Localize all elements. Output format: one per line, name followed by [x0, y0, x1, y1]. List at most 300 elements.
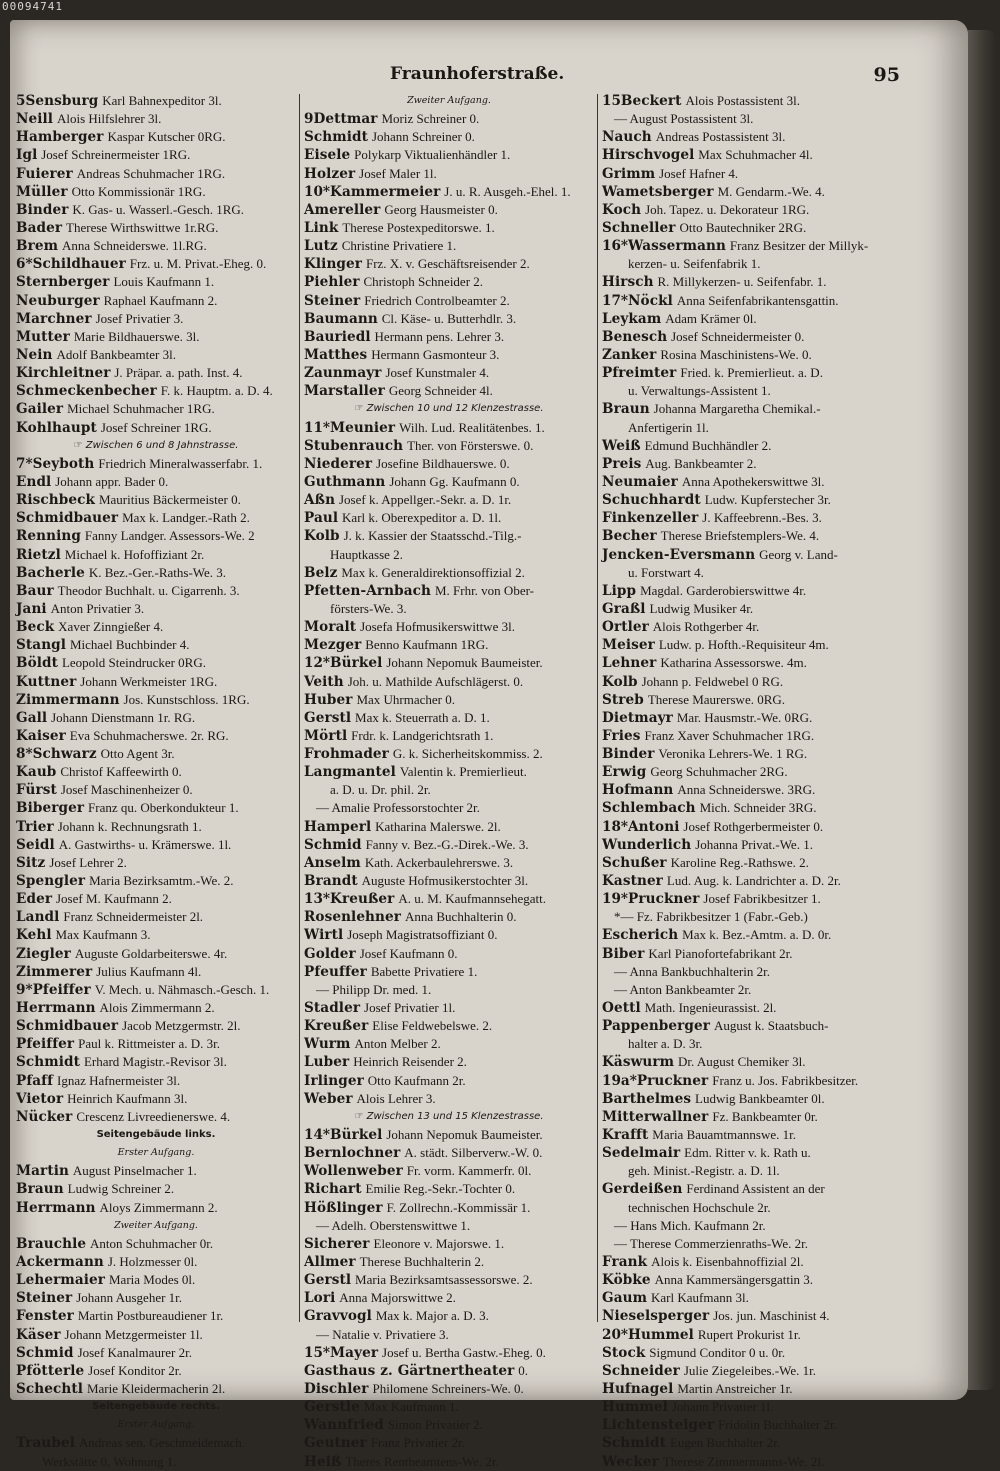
- directory-entry: [304, 1434, 594, 1452]
- resident-details: Otto Kaufmann 2r.: [367, 1072, 466, 1088]
- resident-name: Jani: [16, 600, 47, 617]
- resident-details: Johanna Privat.-We. 1.: [695, 836, 813, 852]
- resident-details: Josefa Hofmusikerswittwe 3l.: [360, 619, 515, 635]
- resident-details: Andreas Schuhmacher 1RG.: [76, 165, 226, 181]
- resident-details: Fr. vorm. Kammerfr. 0l.: [406, 1163, 532, 1179]
- directory-entry: [602, 1180, 902, 1198]
- cross-street-note: ☞ Zwischen 13 und 15 Klenzestrasse.: [354, 1110, 544, 1122]
- directory-entry: [304, 963, 594, 981]
- resident-details: Auguste Goldarbeiterswe. 4r.: [74, 945, 228, 961]
- resident-name: Hößlinger: [304, 1199, 383, 1216]
- house-number: 19*: [602, 891, 629, 908]
- resident-details: Friedrich Controlbeamter 2.: [364, 292, 510, 308]
- resident-name: Nauch: [602, 129, 652, 146]
- resident-details: Josef Kanalmaurer 2r.: [77, 1344, 192, 1360]
- resident-name: Bernlochner: [304, 1145, 401, 1162]
- resident-details: Franz Besitzer der Millyk-: [729, 238, 869, 254]
- resident-details: Rosina Maschinistens-We. 0.: [660, 346, 812, 362]
- directory-entry: [16, 110, 296, 128]
- resident-details: Marie Bildhauerswe. 3l.: [73, 328, 200, 344]
- directory-entry: [16, 1362, 296, 1380]
- directory-entry: [16, 727, 296, 745]
- resident-details: Julius Kaufmann 4l.: [96, 963, 202, 979]
- resident-details: Eva Schuhmacherswe. 2r. RG.: [69, 727, 229, 743]
- column-divider: [597, 94, 598, 1322]
- directory-entry: [602, 473, 902, 491]
- resident-name: Leykam: [602, 310, 662, 327]
- resident-name: Mezger: [304, 637, 362, 654]
- resident-name: Brauchle: [16, 1235, 87, 1252]
- directory-entry: [304, 1126, 594, 1144]
- resident-name: Seidl: [16, 836, 55, 853]
- resident-details: Dr. August Chemiker 3l.: [678, 1054, 806, 1070]
- resident-details: Andreas sen. Geschmeidemach.: [78, 1435, 245, 1451]
- resident-name: Stangl: [16, 637, 67, 654]
- resident-name: Barthelmes: [602, 1090, 692, 1107]
- resident-name: Koch: [602, 201, 642, 218]
- resident-details: Max Kaufmann 1.: [363, 1399, 459, 1415]
- resident-details: Ferdinand Assistent an der: [686, 1181, 825, 1197]
- resident-name: Kirchleitner: [16, 365, 111, 382]
- resident-name: Schmidt: [304, 129, 369, 146]
- resident-name: Fürst: [16, 782, 57, 799]
- resident-details: Karl Pianofortefabrikant 2r.: [648, 945, 793, 961]
- page-number: 95: [873, 64, 900, 86]
- resident-name: Becher: [602, 528, 657, 545]
- directory-entry: [602, 437, 902, 455]
- resident-details: Math. Ingenieurassist. 2l.: [644, 1000, 777, 1016]
- resident-name: Hummel: [628, 1326, 694, 1343]
- directory-entry: [16, 527, 296, 545]
- resident-details: Rupert Prokurist 1r.: [697, 1326, 801, 1342]
- resident-details: Josef u. Bertha Gastw.-Eheg. 0.: [382, 1344, 546, 1360]
- related-resident: — Therese Commerzienraths-We. 2r.: [614, 1235, 809, 1251]
- resident-details: Johann Schreiner 0.: [371, 129, 475, 145]
- resident-details: Johann p. Feldwebel 0 RG.: [641, 673, 784, 689]
- directory-entry: [304, 183, 594, 201]
- resident-details: Johann Gg. Kaufmann 0.: [389, 473, 520, 489]
- resident-name: Hummel: [602, 1399, 668, 1416]
- directory-entry: [16, 1017, 296, 1035]
- directory-entry: [16, 582, 296, 600]
- resident-name: Wunderlich: [602, 836, 692, 853]
- directory-entry: [304, 237, 594, 255]
- directory-entry: [602, 818, 902, 836]
- resident-details: Otto Agent 3r.: [100, 746, 175, 762]
- house-number: 16*: [602, 238, 629, 255]
- resident-details: Therese Wirthswittwe 1r.RG.: [66, 219, 219, 235]
- resident-details: J. Präpar. a. path. Inst. 4.: [114, 365, 243, 381]
- resident-details: Edm. Ritter v. k. Rath u.: [684, 1145, 811, 1161]
- directory-entry: [16, 346, 296, 364]
- directory-entry: [602, 546, 902, 564]
- directory-entry: [16, 1053, 296, 1071]
- resident-name: Hufnagel: [602, 1380, 674, 1397]
- directory-entry: [602, 346, 902, 364]
- resident-details: Johann Nepomuk Baumeister.: [386, 655, 543, 671]
- page-title: Fraunhoferstraße.: [390, 64, 565, 84]
- resident-name: Schechtl: [16, 1380, 84, 1397]
- directory-entry: [602, 636, 902, 654]
- directory-entry: [304, 1453, 594, 1471]
- resident-name: Streb: [602, 691, 644, 708]
- directory-entry: [602, 836, 902, 854]
- resident-name: Renning: [16, 528, 81, 545]
- directory-entry: [304, 890, 594, 908]
- entry-continuation: u. Forstwart 4.: [628, 564, 704, 580]
- resident-name: Dietmayr: [602, 709, 673, 726]
- entry-continuation: a. D. u. Dr. phil. 2r.: [330, 782, 431, 798]
- directory-entry: [602, 1344, 902, 1362]
- column-3: [602, 92, 902, 1470]
- resident-name: Sedelmair: [602, 1145, 681, 1162]
- resident-details: F. k. Hauptm. a. D. 4.: [160, 383, 273, 399]
- resident-name: Lori: [304, 1290, 336, 1307]
- resident-name: Gerstle: [304, 1399, 360, 1416]
- directory-entry: [16, 1235, 296, 1253]
- resident-details: Josef M. Kaufmann 2.: [56, 891, 172, 907]
- resident-details: Kath. Ackerbaulehrerswe. 3.: [364, 854, 514, 870]
- resident-details: 0.: [518, 1362, 529, 1378]
- resident-name: Brandt: [304, 873, 358, 890]
- resident-details: A. Gastwirths- u. Krämerswe. 1l.: [58, 836, 232, 852]
- resident-details: Josef Maler 1l.: [359, 165, 437, 181]
- resident-name: Brem: [16, 238, 59, 255]
- resident-details: Georg v. Land-: [759, 546, 838, 562]
- resident-name: Gerstl: [304, 709, 352, 726]
- resident-name: Schneller: [602, 219, 676, 236]
- house-number: 8*: [16, 746, 33, 763]
- directory-entry: [602, 1144, 902, 1162]
- directory-entry: [304, 1271, 594, 1289]
- directory-entry: [16, 999, 296, 1017]
- resident-name: Igl: [16, 147, 38, 164]
- directory-entry: [304, 165, 594, 183]
- resident-details: Therese Briefstemplers-We. 4.: [660, 528, 820, 544]
- resident-name: Schlembach: [602, 800, 696, 817]
- resident-name: Eisele: [304, 147, 351, 164]
- resident-name: Marchner: [16, 310, 92, 327]
- directory-entry: [304, 999, 594, 1017]
- resident-details: Karl Kaufmann 3l.: [651, 1290, 749, 1306]
- resident-name: Käser: [16, 1326, 61, 1343]
- directory-entry: [304, 945, 594, 963]
- resident-details: Lud. Aug. k. Landrichter a. D. 2r.: [666, 873, 841, 889]
- directory-entry: [16, 763, 296, 781]
- stairway-heading: Zweiter Aufgang.: [407, 95, 491, 106]
- resident-name: Mitterwallner: [602, 1108, 709, 1125]
- directory-entry: [602, 1053, 902, 1071]
- directory-entry: [16, 183, 296, 201]
- resident-name: Lehermaier: [16, 1272, 106, 1289]
- resident-name: Sensburg: [25, 93, 99, 109]
- directory-entry: [602, 92, 902, 110]
- directory-entry: [16, 1434, 296, 1452]
- directory-entry: [304, 146, 594, 164]
- resident-name: Trier: [16, 818, 54, 835]
- directory-entry: [602, 926, 902, 944]
- resident-details: Johann Nepomuk Baumeister.: [386, 1127, 543, 1143]
- resident-name: Rietzl: [16, 546, 61, 563]
- directory-entry: [16, 146, 296, 164]
- resident-name: Kastner: [602, 873, 663, 890]
- directory-entry: [304, 473, 594, 491]
- resident-details: Georg Schneider 4l.: [388, 383, 493, 399]
- resident-details: Maria Bezirksamtm.-We. 2.: [89, 873, 234, 889]
- directory-entry: [304, 346, 594, 364]
- resident-name: Sicherer: [304, 1235, 370, 1252]
- resident-name: Kohlhaupt: [16, 419, 97, 436]
- resident-name: Landl: [16, 909, 60, 926]
- resident-details: Raphael Kaufmann 2.: [103, 292, 218, 308]
- house-number: 9: [304, 111, 314, 128]
- resident-name: Grimm: [602, 165, 656, 182]
- resident-details: Alois Postassistent 3l.: [685, 93, 800, 108]
- resident-name: Bürkel: [330, 655, 383, 672]
- resident-name: Schmeckenbecher: [16, 383, 157, 400]
- directory-entry: [602, 1398, 902, 1416]
- directory-entry: [304, 1253, 594, 1271]
- resident-details: Theres Rentbeamtens-We. 2r.: [345, 1453, 499, 1469]
- entry-continuation: försters-We. 3.: [330, 600, 407, 616]
- resident-name: Allmer: [304, 1254, 356, 1270]
- resident-name: Pfeuffer: [304, 963, 367, 980]
- resident-details: K. Gas- u. Wasserl.-Gesch. 1RG.: [72, 201, 245, 217]
- resident-name: Weber: [304, 1090, 353, 1107]
- directory-entry: [304, 1053, 594, 1071]
- resident-name: Finkenzeller: [602, 510, 699, 527]
- resident-name: Stock: [602, 1344, 646, 1361]
- resident-name: Zaunmayr: [304, 365, 382, 382]
- resident-name: Nöckl: [628, 292, 673, 309]
- directory-entry: [602, 328, 902, 346]
- directory-entry: [602, 165, 902, 183]
- resident-details: Josef Schreinermeister 1RG.: [41, 147, 191, 163]
- column-1: [16, 92, 296, 1469]
- directory-entry: [602, 582, 902, 600]
- resident-details: Therese Buchhalterin 2.: [359, 1254, 485, 1269]
- resident-details: Josef Schreiner 1RG.: [100, 419, 212, 435]
- directory-entry: [602, 527, 902, 545]
- resident-name: Fenster: [16, 1308, 74, 1325]
- resident-name: Dischler: [304, 1380, 369, 1397]
- resident-name: Langmantel: [304, 764, 396, 781]
- directory-entry: [304, 527, 594, 545]
- resident-details: Martin Anstreicher 1r.: [677, 1380, 793, 1396]
- directory-entry: [16, 1307, 296, 1325]
- resident-details: Anton Schuhmacher 0r.: [90, 1235, 214, 1251]
- resident-name: Hofmann: [602, 782, 674, 799]
- directory-entry: [16, 165, 296, 183]
- resident-details: Magdal. Garderobierswittwe 4r.: [640, 582, 807, 598]
- directory-entry: [304, 636, 594, 654]
- resident-details: Max k. Major a. D. 3.: [375, 1308, 489, 1324]
- resident-name: Benesch: [602, 328, 668, 345]
- resident-name: Schmid: [304, 836, 362, 853]
- directory-entry: [16, 473, 296, 491]
- resident-name: Ackermann: [16, 1254, 104, 1270]
- resident-details: Frdr. k. Landgerichtsrath 1.: [351, 727, 494, 743]
- directory-entry: [304, 328, 594, 346]
- resident-details: J. k. Kassier der Staatsschd.-Tilg.-: [343, 528, 522, 544]
- resident-details: Johanna Margaretha Chemikal.-: [653, 401, 821, 417]
- resident-details: Simon Privatier 2.: [387, 1417, 483, 1433]
- resident-details: Mich. Schneider 3RG.: [699, 800, 817, 816]
- directory-entry: [16, 1199, 296, 1217]
- directory-entry: [16, 745, 296, 763]
- resident-details: A. städt. Silberverw.-W. 0.: [404, 1145, 543, 1161]
- resident-name: Pappenberger: [602, 1018, 711, 1035]
- resident-details: R. Millykerzen- u. Seifenfabr. 1.: [657, 274, 827, 290]
- resident-name: Huber: [304, 691, 353, 708]
- resident-name: Irlinger: [304, 1072, 364, 1089]
- resident-name: Nieselsperger: [602, 1308, 710, 1325]
- resident-details: Jacob Metzgermstr. 2l.: [122, 1018, 241, 1034]
- directory-entry: [16, 201, 296, 219]
- directory-entry: [16, 255, 296, 273]
- directory-entry: [304, 709, 594, 727]
- directory-entry: [16, 799, 296, 817]
- resident-details: Karl Bahnexpeditor 3l.: [102, 93, 222, 108]
- resident-details: Christof Kaffeewirth 0.: [60, 764, 182, 780]
- resident-details: Johann Ausgeher 1r.: [76, 1290, 183, 1306]
- directory-entry: [602, 999, 902, 1017]
- directory-entry: [16, 636, 296, 654]
- entry-continuation: kerzen- u. Seifenfabrik 1.: [628, 256, 761, 272]
- resident-name: Rosenlehner: [304, 909, 402, 926]
- resident-name: Kuttner: [16, 673, 77, 690]
- resident-details: Josef Konditor 2r.: [88, 1362, 182, 1378]
- directory-entry: [16, 836, 296, 854]
- page-edge: [968, 30, 996, 1390]
- resident-name: Kaiser: [16, 727, 66, 744]
- resident-name: Neumaier: [602, 473, 678, 490]
- resident-name: Meiser: [602, 637, 655, 654]
- resident-name: Golder: [304, 945, 356, 962]
- resident-name: Mayer: [330, 1344, 379, 1361]
- directory-entry: [602, 1289, 902, 1307]
- resident-name: Spengler: [16, 873, 86, 890]
- directory-entry: [16, 963, 296, 981]
- resident-details: Alois Zimmermann 2.: [99, 1000, 215, 1016]
- resident-name: Gravvogl: [304, 1308, 372, 1325]
- resident-name: Steiner: [304, 292, 361, 309]
- directory-entry: [304, 673, 594, 691]
- resident-name: Bauriedl: [304, 328, 371, 345]
- directory-entry: [16, 419, 296, 437]
- directory-entry: [16, 945, 296, 963]
- resident-name: Zimmerer: [16, 963, 93, 980]
- resident-name: Wassermann: [628, 238, 726, 255]
- resident-details: Kaspar Kutscher 0RG.: [107, 129, 226, 145]
- directory-entry: [602, 1126, 902, 1144]
- resident-name: Mörtl: [304, 727, 348, 744]
- resident-name: Kehl: [16, 927, 52, 944]
- directory-entry: [602, 890, 902, 908]
- resident-details: Johann k. Rechnungsrath 1.: [57, 818, 202, 834]
- resident-name: Amereller: [304, 201, 381, 218]
- house-number: 12*: [304, 655, 331, 672]
- entry-continuation: Hauptkasse 2.: [330, 546, 403, 562]
- directory-entry: [304, 1035, 594, 1053]
- resident-details: Frz. u. M. Privat.-Eheg. 0.: [129, 256, 267, 272]
- resident-details: Therese Postexpeditorswe. 1.: [342, 219, 495, 235]
- directory-entry: [602, 237, 902, 255]
- related-resident: — Philipp Dr. med. 1.: [316, 981, 432, 997]
- directory-entry: [304, 564, 594, 582]
- house-number: 19a*: [602, 1072, 637, 1089]
- directory-entry: [16, 926, 296, 944]
- resident-name: Endl: [16, 473, 52, 490]
- directory-entry: [16, 400, 296, 418]
- directory-entry: [304, 110, 594, 128]
- resident-details: Babette Privatiere 1.: [370, 963, 478, 979]
- resident-details: Anna Seifenfabrikantensgattin.: [676, 292, 839, 308]
- related-resident: — Hans Mich. Kaufmann 2r.: [614, 1217, 766, 1233]
- directory-entry: [602, 727, 902, 745]
- resident-details: Franz u. Jos. Fabrikbesitzer.: [712, 1072, 859, 1088]
- directory-entry: [304, 691, 594, 709]
- resident-name: Pruckner: [636, 1072, 709, 1089]
- resident-details: Marie Kleidermacherin 2l.: [86, 1380, 226, 1396]
- resident-name: Beckert: [620, 93, 682, 109]
- resident-name: Aßn: [304, 492, 336, 509]
- resident-name: Holzer: [304, 165, 356, 182]
- archive-stamp: 00094741: [2, 0, 63, 13]
- resident-name: Baur: [16, 582, 54, 599]
- resident-details: Johann Metzgermeister 1l.: [64, 1326, 203, 1342]
- resident-details: Karoline Reg.-Rathswe. 2.: [670, 854, 809, 870]
- resident-name: Anselm: [304, 854, 361, 871]
- directory-entry: [602, 1326, 902, 1344]
- directory-entry: [16, 654, 296, 672]
- resident-name: Wollenweber: [304, 1163, 403, 1180]
- cross-street-note: ☞ Zwischen 10 und 12 Klenzestrasse.: [354, 403, 544, 415]
- resident-name: Neill: [16, 111, 54, 128]
- related-resident: — Anton Bankbeamter 2r.: [614, 981, 752, 997]
- house-number: 13*: [304, 891, 331, 908]
- directory-entry: [602, 273, 902, 291]
- resident-details: August Pinselmacher 1.: [72, 1163, 197, 1179]
- resident-details: Ludwig Bankbeamter 0l.: [695, 1090, 825, 1106]
- directory-entry: [602, 691, 902, 709]
- directory-entry: [16, 1344, 296, 1362]
- resident-name: Gaum: [602, 1290, 648, 1307]
- resident-details: Mauritius Bäckermeister 0.: [98, 492, 241, 508]
- resident-name: Stubenrauch: [304, 437, 404, 454]
- directory-entry: [304, 292, 594, 310]
- resident-details: Josef Kaufmann 0.: [359, 945, 458, 961]
- resident-name: Pfötterle: [16, 1362, 85, 1379]
- directory-entry: [602, 1434, 902, 1452]
- resident-name: Binder: [16, 201, 69, 218]
- resident-name: Fries: [602, 727, 641, 744]
- resident-name: Klinger: [304, 256, 363, 273]
- resident-name: Hirsch: [602, 274, 654, 291]
- resident-name: Pfeiffer: [16, 1036, 75, 1053]
- resident-details: Ludwig Schreiner 2.: [67, 1181, 175, 1197]
- resident-name: Braun: [602, 401, 650, 418]
- resident-name: Meunier: [330, 419, 396, 436]
- directory-entry: [304, 219, 594, 237]
- resident-name: Lutz: [304, 238, 338, 255]
- directory-entry: [16, 310, 296, 328]
- directory-entry: [602, 1362, 902, 1380]
- resident-details: Polykarp Viktualienhändler 1.: [354, 147, 511, 163]
- resident-details: Josefine Bildhauerswe. 0.: [376, 455, 510, 471]
- resident-details: Josef Maschinenheizer 0.: [60, 782, 193, 798]
- directory-entry: [602, 1271, 902, 1289]
